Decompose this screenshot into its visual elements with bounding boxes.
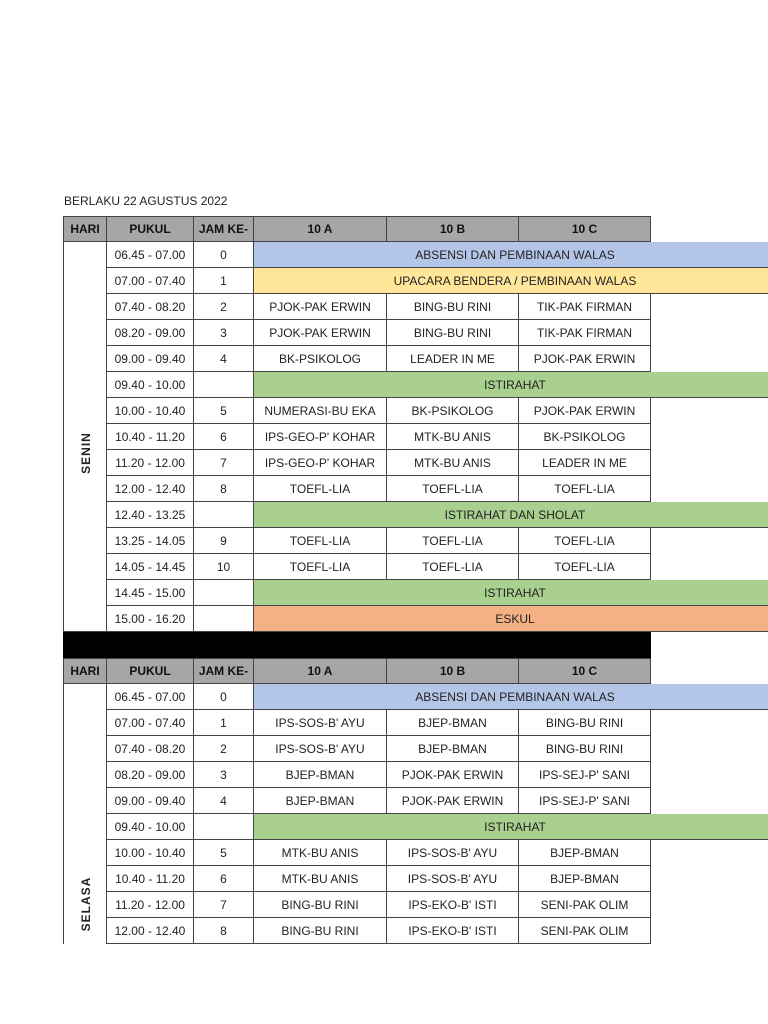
time-cell: 12.40 - 13.25 bbox=[107, 502, 194, 528]
time-cell: 12.00 - 12.40 bbox=[107, 918, 194, 944]
subject-cell-10a: TOEFL-LIA bbox=[254, 476, 387, 502]
period-cell bbox=[194, 606, 254, 632]
period-cell: 2 bbox=[194, 294, 254, 320]
subject-cell-10b: TOEFL-LIA bbox=[387, 554, 519, 580]
header-pukul: PUKUL bbox=[107, 658, 194, 684]
activity-band-label: ABSENSI DAN PEMBINAAN WALAS bbox=[415, 689, 615, 704]
subject-cell-10c: SENI-PAK OLIM bbox=[519, 892, 651, 918]
subject-cell-10b: BJEP-BMAN bbox=[387, 710, 519, 736]
subject-cell-10b: MTK-BU ANIS bbox=[387, 424, 519, 450]
period-cell bbox=[194, 580, 254, 606]
period-cell: 10 bbox=[194, 554, 254, 580]
activity-band bbox=[254, 242, 768, 268]
subject-cell-10a: TOEFL-LIA bbox=[254, 528, 387, 554]
period-cell bbox=[194, 502, 254, 528]
time-cell: 07.00 - 07.40 bbox=[107, 268, 194, 294]
time-cell: 09.40 - 10.00 bbox=[107, 372, 194, 398]
time-cell: 14.45 - 15.00 bbox=[107, 580, 194, 606]
period-cell: 5 bbox=[194, 840, 254, 866]
header-jam-ke: JAM KE- bbox=[194, 658, 254, 684]
subject-cell-10c: BING-BU RINI bbox=[519, 710, 651, 736]
subject-cell-10b: PJOK-PAK ERWIN bbox=[387, 762, 519, 788]
period-cell: 4 bbox=[194, 346, 254, 372]
subject-cell-10c: BK-PSIKOLOG bbox=[519, 424, 651, 450]
time-cell: 14.05 - 14.45 bbox=[107, 554, 194, 580]
period-cell: 3 bbox=[194, 762, 254, 788]
time-cell: 10.40 - 11.20 bbox=[107, 424, 194, 450]
day-label: SENIN bbox=[79, 432, 93, 474]
time-cell: 06.45 - 07.00 bbox=[107, 242, 194, 268]
subject-cell-10b: LEADER IN ME bbox=[387, 346, 519, 372]
subject-cell-10a: NUMERASI-BU EKA bbox=[254, 398, 387, 424]
subject-cell-10a: IPS-GEO-P' KOHAR bbox=[254, 424, 387, 450]
period-cell: 0 bbox=[194, 242, 254, 268]
subject-cell-10b: IPS-SOS-B' AYU bbox=[387, 840, 519, 866]
time-cell: 09.00 - 09.40 bbox=[107, 788, 194, 814]
header-class-10a: 10 A bbox=[254, 216, 387, 242]
time-cell: 11.20 - 12.00 bbox=[107, 450, 194, 476]
subject-cell-10a: MTK-BU ANIS bbox=[254, 866, 387, 892]
subject-cell-10c: TOEFL-LIA bbox=[519, 528, 651, 554]
time-cell: 06.45 - 07.00 bbox=[107, 684, 194, 710]
header-class-10b: 10 B bbox=[387, 658, 519, 684]
time-cell: 10.00 - 10.40 bbox=[107, 840, 194, 866]
period-cell: 8 bbox=[194, 918, 254, 944]
period-cell: 3 bbox=[194, 320, 254, 346]
subject-cell-10a: MTK-BU ANIS bbox=[254, 840, 387, 866]
activity-band-label: ISTIRAHAT DAN SHOLAT bbox=[444, 507, 586, 522]
subject-cell-10c: TIK-PAK FIRMAN bbox=[519, 294, 651, 320]
period-cell: 6 bbox=[194, 424, 254, 450]
subject-cell-10b: IPS-EKO-B' ISTI bbox=[387, 892, 519, 918]
activity-band-label: ISTIRAHAT bbox=[484, 377, 546, 392]
day-column bbox=[63, 684, 107, 944]
subject-cell-10c: TOEFL-LIA bbox=[519, 476, 651, 502]
subject-cell-10a: PJOK-PAK ERWIN bbox=[254, 320, 387, 346]
subject-cell-10b: PJOK-PAK ERWIN bbox=[387, 788, 519, 814]
period-cell: 7 bbox=[194, 892, 254, 918]
activity-band bbox=[254, 580, 768, 606]
time-cell: 09.00 - 09.40 bbox=[107, 346, 194, 372]
subject-cell-10c: SENI-PAK OLIM bbox=[519, 918, 651, 944]
section-separator-bar bbox=[63, 631, 651, 658]
time-cell: 11.20 - 12.00 bbox=[107, 892, 194, 918]
subject-cell-10b: BING-BU RINI bbox=[387, 320, 519, 346]
period-cell: 1 bbox=[194, 710, 254, 736]
day-label: SELASA bbox=[79, 876, 93, 932]
subject-cell-10c: IPS-SEJ-P' SANI bbox=[519, 788, 651, 814]
header-class-10c: 10 C bbox=[519, 658, 651, 684]
time-cell: 13.25 - 14.05 bbox=[107, 528, 194, 554]
subject-cell-10b: TOEFL-LIA bbox=[387, 528, 519, 554]
period-cell: 1 bbox=[194, 268, 254, 294]
subject-cell-10b: TOEFL-LIA bbox=[387, 476, 519, 502]
period-cell: 7 bbox=[194, 450, 254, 476]
activity-band bbox=[254, 502, 768, 528]
subject-cell-10b: BJEP-BMAN bbox=[387, 736, 519, 762]
period-cell: 2 bbox=[194, 736, 254, 762]
time-cell: 09.40 - 10.00 bbox=[107, 814, 194, 840]
header-jam-ke: JAM KE- bbox=[194, 216, 254, 242]
subject-cell-10a: TOEFL-LIA bbox=[254, 554, 387, 580]
period-cell bbox=[194, 372, 254, 398]
subject-cell-10c: TIK-PAK FIRMAN bbox=[519, 320, 651, 346]
activity-band-label: ISTIRAHAT bbox=[484, 585, 546, 600]
header-pukul: PUKUL bbox=[107, 216, 194, 242]
header-class-10c: 10 C bbox=[519, 216, 651, 242]
header-hari: HARI bbox=[63, 216, 107, 242]
header-class-10b: 10 B bbox=[387, 216, 519, 242]
subject-cell-10a: BK-PSIKOLOG bbox=[254, 346, 387, 372]
subject-cell-10c: PJOK-PAK ERWIN bbox=[519, 398, 651, 424]
subject-cell-10a: IPS-SOS-B' AYU bbox=[254, 736, 387, 762]
period-cell: 5 bbox=[194, 398, 254, 424]
time-cell: 08.20 - 09.00 bbox=[107, 320, 194, 346]
subject-cell-10a: PJOK-PAK ERWIN bbox=[254, 294, 387, 320]
subject-cell-10c: TOEFL-LIA bbox=[519, 554, 651, 580]
activity-band-label: ISTIRAHAT bbox=[484, 819, 546, 834]
subject-cell-10a: IPS-SOS-B' AYU bbox=[254, 710, 387, 736]
subject-cell-10b: MTK-BU ANIS bbox=[387, 450, 519, 476]
activity-band bbox=[254, 814, 768, 840]
subject-cell-10a: BJEP-BMAN bbox=[254, 788, 387, 814]
subject-cell-10b: IPS-SOS-B' AYU bbox=[387, 866, 519, 892]
subject-cell-10a: BING-BU RINI bbox=[254, 918, 387, 944]
time-cell: 07.40 - 08.20 bbox=[107, 736, 194, 762]
subject-cell-10a: BING-BU RINI bbox=[254, 892, 387, 918]
time-cell: 10.40 - 11.20 bbox=[107, 866, 194, 892]
subject-cell-10c: BING-BU RINI bbox=[519, 736, 651, 762]
time-cell: 07.00 - 07.40 bbox=[107, 710, 194, 736]
period-cell: 8 bbox=[194, 476, 254, 502]
subject-cell-10b: BING-BU RINI bbox=[387, 294, 519, 320]
period-cell: 0 bbox=[194, 684, 254, 710]
period-cell: 6 bbox=[194, 866, 254, 892]
activity-band-label: ESKUL bbox=[495, 611, 535, 626]
day-column bbox=[63, 242, 107, 632]
activity-band bbox=[254, 606, 768, 632]
subject-cell-10c: IPS-SEJ-P' SANI bbox=[519, 762, 651, 788]
subject-cell-10c: PJOK-PAK ERWIN bbox=[519, 346, 651, 372]
period-cell: 9 bbox=[194, 528, 254, 554]
time-cell: 10.00 - 10.40 bbox=[107, 398, 194, 424]
subject-cell-10c: BJEP-BMAN bbox=[519, 840, 651, 866]
subject-cell-10b: BK-PSIKOLOG bbox=[387, 398, 519, 424]
period-cell: 4 bbox=[194, 788, 254, 814]
schedule-effective-date: BERLAKU 22 AGUSTUS 2022 bbox=[64, 194, 228, 208]
activity-band bbox=[254, 268, 768, 294]
period-cell bbox=[194, 814, 254, 840]
time-cell: 12.00 - 12.40 bbox=[107, 476, 194, 502]
subject-cell-10c: LEADER IN ME bbox=[519, 450, 651, 476]
activity-band bbox=[254, 372, 768, 398]
time-cell: 15.00 - 16.20 bbox=[107, 606, 194, 632]
subject-cell-10a: BJEP-BMAN bbox=[254, 762, 387, 788]
activity-band-label: ABSENSI DAN PEMBINAAN WALAS bbox=[415, 247, 615, 262]
header-class-10a: 10 A bbox=[254, 658, 387, 684]
header-hari: HARI bbox=[63, 658, 107, 684]
subject-cell-10c: BJEP-BMAN bbox=[519, 866, 651, 892]
subject-cell-10b: IPS-EKO-B' ISTI bbox=[387, 918, 519, 944]
activity-band-label: UPACARA BENDERA / PEMBINAAN WALAS bbox=[393, 273, 637, 288]
time-cell: 08.20 - 09.00 bbox=[107, 762, 194, 788]
activity-band bbox=[254, 684, 768, 710]
subject-cell-10a: IPS-GEO-P' KOHAR bbox=[254, 450, 387, 476]
time-cell: 07.40 - 08.20 bbox=[107, 294, 194, 320]
